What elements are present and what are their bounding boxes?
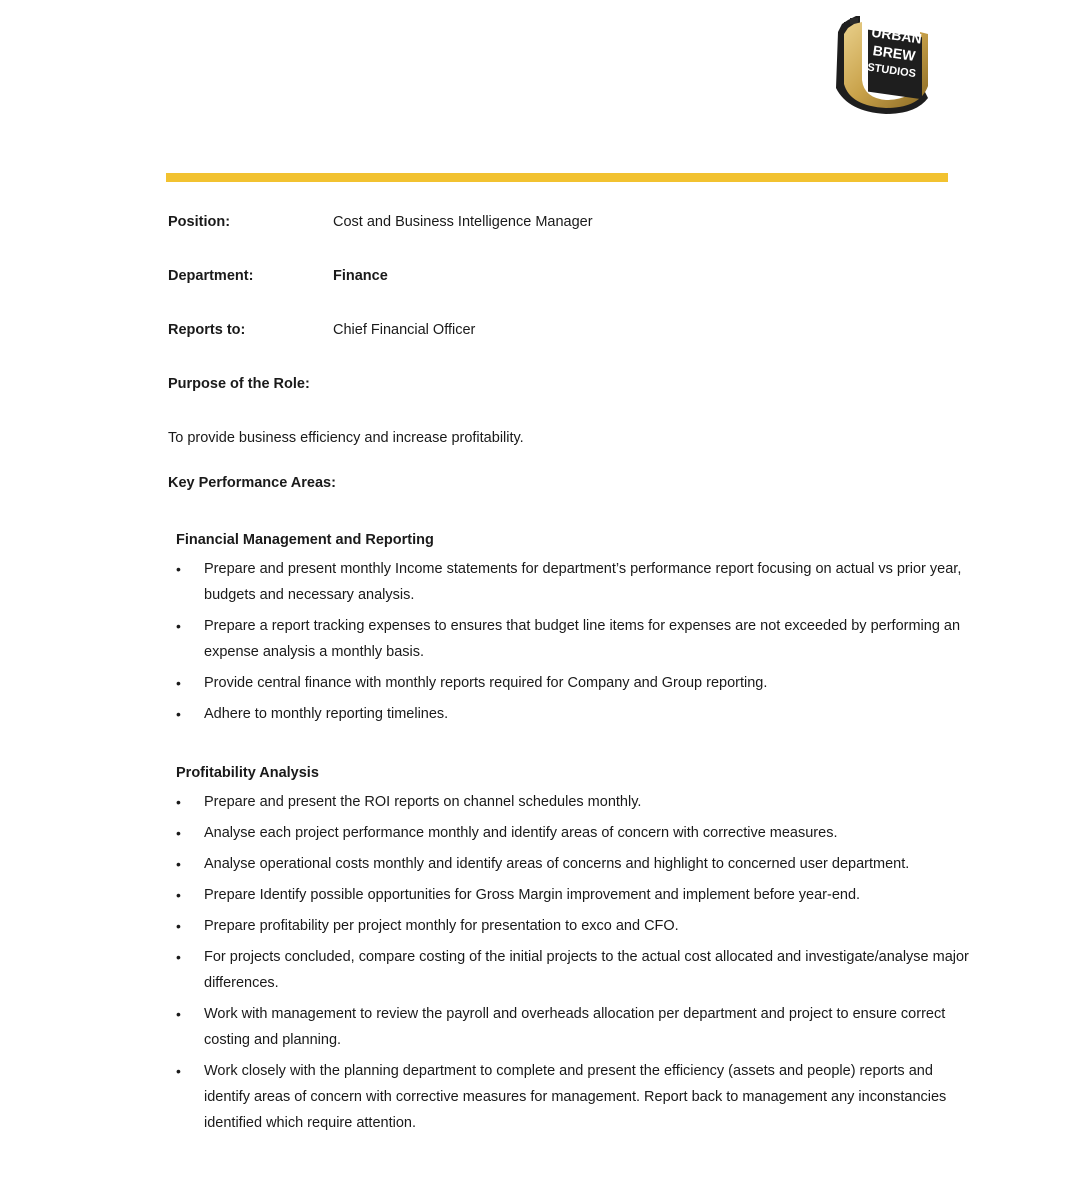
svg-text:BREW: BREW xyxy=(871,42,917,64)
position-label: Position: xyxy=(168,214,231,230)
list-item: • Work with management to review the payroll and overheads allocation per department and project to ensure correct costing and planning. xyxy=(176,1001,976,1053)
purpose-text: To provide business efficiency and increase profitability. xyxy=(168,430,524,446)
svg-text:STUDIOS: STUDIOS xyxy=(866,61,917,81)
list-item: • Prepare a report tracking expenses to ensures that budget line items for expenses are not exceeded by performing an expense analysis a monthly basis. xyxy=(176,613,976,665)
list-item: • Analyse each project performance monthly and identify areas of concern with corrective measures. xyxy=(176,820,976,846)
list-item: • Prepare and present the ROI reports on channel schedules monthly. xyxy=(176,789,976,815)
section-title-financial-management: Financial Management and Reporting xyxy=(176,532,434,548)
profitability-analysis-list xyxy=(176,789,976,1141)
list-item: • Prepare Identify possible opportunities for Gross Margin improvement and implement before year-end. xyxy=(176,882,976,908)
reports-to-value: Chief Financial Officer xyxy=(333,322,476,338)
purpose-heading: Purpose of the Role: xyxy=(168,376,310,392)
list-item: • For projects concluded, compare costing of the initial projects to the actual cost allocated and investigate/analyse major differences. xyxy=(176,944,976,996)
list-item: • Adhere to monthly reporting timelines. xyxy=(176,701,976,727)
department-label: Department: xyxy=(168,268,254,284)
urban-brew-studios-logo xyxy=(828,10,938,114)
header-divider xyxy=(166,173,948,182)
list-item: • Prepare and present monthly Income statements for department’s performance report focusing on actual vs prior year, budgets and necessary analysis. xyxy=(176,556,976,608)
department-value: Finance xyxy=(333,268,388,284)
reports-to-label: Reports to: xyxy=(168,322,246,338)
section-title-profitability-analysis: Profitability Analysis xyxy=(176,765,319,781)
list-item: • Prepare profitability per project monthly for presentation to exco and CFO. xyxy=(176,913,976,939)
kpa-heading: Key Performance Areas: xyxy=(168,475,336,491)
financial-management-list xyxy=(176,556,976,732)
list-item: • Analyse operational costs monthly and identify areas of concerns and highlight to concerned user department. xyxy=(176,851,976,877)
svg-text:URBAN: URBAN xyxy=(870,23,923,47)
list-item: • Work closely with the planning department to complete and present the efficiency (assets and people) reports and identify areas of concern with corrective measures for management. Report back to management any inconstancies identified which require attention. xyxy=(176,1058,976,1136)
list-item: • Provide central finance with monthly reports required for Company and Group reporting. xyxy=(176,670,976,696)
position-value: Cost and Business Intelligence Manager xyxy=(333,214,593,230)
